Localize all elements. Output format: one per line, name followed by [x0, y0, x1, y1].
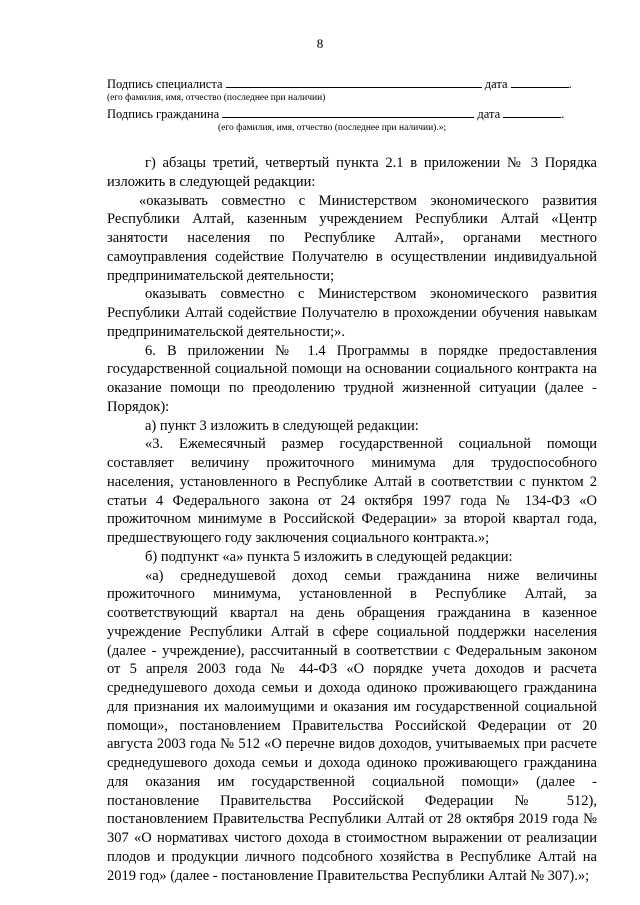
- citizen-signature-line: Подпись гражданина дата .: [107, 107, 565, 121]
- paragraph-sub-a: а) пункт 3 изложить в следующей редакции:: [145, 417, 419, 434]
- paragraph-quote-point-3: «3. Ежемесячный размер государственной социальной помощи составляет величину прожиточного минимума для трудоспособного населения, установленного в Республике Алтай в соответствии с пунктом 2 статьи 4 Федерального закона от 24 октября 1997 года № 134-ФЗ «О прожиточном минимуме в Российской Федерации» за второй квартал года, предшествующего году заключения социального контракта.»;: [107, 436, 597, 546]
- specialist-date-label: дата: [484, 77, 508, 91]
- citizen-date-label: дата: [477, 107, 501, 121]
- paragraph-item-6: 6. В приложении № 1.4 Программы в порядке предоставления государственной социальной помощи на основании социального контракта на оказание помощи по преодолению трудной жизненной ситуации (далее - Порядок):: [107, 342, 597, 415]
- specialist-signature-blank: [226, 76, 482, 88]
- specialist-signature-label: Подпись специалиста: [107, 77, 223, 91]
- specialist-caption: (его фамилия, имя, отчество (последнее при наличии): [107, 93, 326, 103]
- paragraph-quote-subpoint-a: «а) среднедушевой доход семьи гражданина ниже величины прожиточного минимума, установленной в Республике Алтай, за соответствующий квартал на день обращения гражданина в казенное учреждение Республики Алтай в сфере социальной поддержки населения (далее - учреждение), рассчитанный в соответствии с Федеральным законом от 5 апреля 2003 года № 44-ФЗ «О порядке учета доходов и расчета среднедушевого дохода семьи и дохода одиноко проживающего гражданина для признания их малоимущими и оказания им государственной социальной помощи», постановлением Правительства Российской Федерации от 20 августа 2003 года № 512 «О перечне видов доходов, учитываемых при расчете среднедушевого дохода семьи и дохода одиноко проживающего гражданина для оказания им государственной социальной помощи» (далее - постановление Правительства Российской Федерации № 512), постановлением Правительства Республики Алтай от 28 октября 2019 года № 307 «О нормативах чистого дохода в стоимостном выражении от реализации плодов и продукции личного подсобного хозяйства в Республике Алтай на 2019 год» (далее - постановление Правительства Республики Алтай № 307).»;: [107, 567, 597, 884]
- citizen-signature-label: Подпись гражданина: [107, 107, 220, 121]
- citizen-signature-blank: [222, 106, 474, 118]
- paragraph-sub-b: б) подпункт «а» пункта 5 изложить в следующей редакции:: [145, 548, 513, 565]
- paragraph-amend-g: г) абзацы третий, четвертый пункта 2.1 в приложении № 3 Порядка изложить в следующей редакции:: [107, 155, 597, 190]
- paragraph-quote-support-1: «оказывать совместно с Министерством экономического развития Республики Алтай, казенным учреждением Республики Алтай «Центр занятости населения по Республике Алтай», органами местного самоуправления содействие Получателю в осуществлении индивидуальной предпринимательской деятельности;: [107, 192, 597, 284]
- citizen-date-blank: [503, 106, 561, 118]
- specialist-signature-line: Подпись специалиста дата .: [107, 77, 572, 91]
- citizen-caption: (его фамилия, имя, отчество (последнее при наличии).»;: [218, 123, 447, 133]
- specialist-date-blank: [511, 76, 569, 88]
- page-number: 8: [316, 36, 324, 51]
- paragraph-quote-support-2: оказывать совместно с Министерством экономического развития Республики Алтай содействие Получателю в прохождении обучения навыкам предпринимательской деятельности;».: [107, 286, 597, 340]
- document-body: [107, 154, 597, 885]
